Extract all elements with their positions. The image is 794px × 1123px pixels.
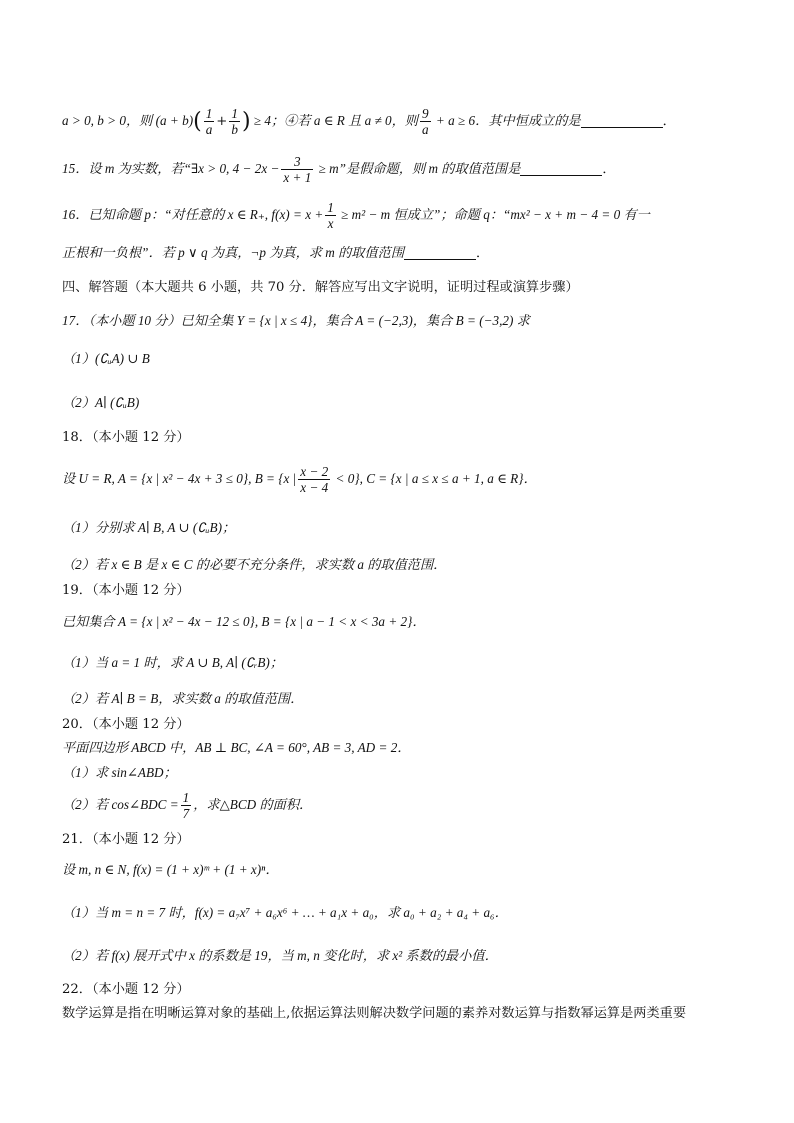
- q20-frac: $\frac{1}{7}$: [182, 790, 190, 821]
- q17-sub-2: （2）A∣ (∁ᵤB): [62, 395, 140, 410]
- q16-text-1: 16．已知命题 p：“对任意的 x ∈ R₊, f(x) = x +: [62, 207, 324, 222]
- q14-text-1: a > 0, b > 0，则 (a + b): [62, 113, 194, 128]
- q15-text-2: ≥ m”是假命题，则 m 的取值范围是: [315, 161, 521, 176]
- q14-frac-1: $\frac{1}{a}$: [205, 106, 213, 137]
- q16-text-2: ≥ m² − m 恒成立”；命题 q：“mx² − x + m − 4 = 0 有一: [337, 207, 650, 222]
- q16-frac: $\frac{1}{x}$: [327, 200, 334, 231]
- q19-heading: 19．（本小题 12 分）: [62, 583, 190, 598]
- q20-sub-2: [62, 788, 732, 822]
- q20-heading: 20．（本小题 12 分）: [62, 717, 190, 732]
- q18-stem: [62, 462, 732, 496]
- q20-sub-2-a: （2）若 cos∠BDC =: [62, 797, 179, 812]
- q21-stem: 设 m, n ∈ N, f(x) = (1 + x)ᵐ + (1 + x)ⁿ．: [62, 862, 279, 877]
- q17-stem: 17．（本小题 10 分）已知全集 Y = {x | x ≤ 4}，集合 A = (−2,3)，集合 B = (−3,2) 求: [62, 313, 530, 328]
- q15-answer-blank[interactable]: [520, 175, 602, 176]
- q20-sub-2-b: ，求△BCD 的面积．: [193, 797, 313, 812]
- q16-answer-blank[interactable]: [404, 259, 476, 260]
- q22-stem: 数学运算是指在明晰运算对象的基础上,依据运算法则解决数学问题的素养对数运算与指数幂运算是两类重要: [62, 1006, 687, 1021]
- q14-frac-2: $\frac{1}{b}$: [231, 106, 238, 137]
- q21-heading: 21．（本小题 12 分）: [62, 832, 190, 847]
- q18-stem-a: 设 U = R, A = {x | x² − 4x + 3 ≤ 0}, B = {x |: [62, 471, 297, 486]
- section-4-heading: 四、解答题（本大题共 6 小题，共 70 分．解答应写出文字说明，证明过程或演算步骤）: [62, 280, 579, 295]
- q21-sub-2: （2）若 f(x) 展开式中 x 的系数是 19，当 m, n 变化时，求 x² 系数的最小值．: [62, 948, 498, 963]
- q18-stem-b: < 0}, C = {x | a ≤ x ≤ a + 1, a ∈ R}．: [332, 471, 537, 486]
- q15-line: [62, 152, 732, 186]
- q17-sub-1: （1）(∁ᵤA) ∪ B: [62, 351, 150, 366]
- q16-line-2: [62, 243, 732, 264]
- q18-frac: $\frac{x - 2}{x - 4}$: [300, 464, 329, 495]
- q15-end: ．: [602, 162, 616, 177]
- q14-tail-line: a > 0, b > 0，则 (a + b)( $\frac{1}{a}$ + $\frac{1}{b}$ ) ≥ 4；④若 a ∈ R 且 a ≠ 0，则 $\frac{9}{a}$ + a ≥ 6．其中恒成立的是 ．: [62, 106, 676, 137]
- q16-line-1: [62, 198, 732, 232]
- q14-text-3: + a ≥ 6．其中恒成立的是: [432, 113, 581, 128]
- q14-text-2: ≥ 4；④若 a ∈ R 且 a ≠ 0，则: [250, 113, 418, 128]
- q14-answer-blank[interactable]: [581, 127, 663, 128]
- q18-heading: 18．（本小题 12 分）: [62, 430, 190, 445]
- q14-plus: +: [216, 114, 228, 129]
- q14-frac-3: $\frac{9}{a}$: [422, 106, 429, 137]
- q20-sub-1: （1）求 sin∠ABD；: [62, 765, 177, 780]
- q19-sub-2: （2）若 A∣ B = B，求实数 a 的取值范围．: [62, 691, 304, 706]
- q18-sub-2: （2）若 x ∈ B 是 x ∈ C 的必要不充分条件，求实数 a 的取值范围．: [62, 557, 447, 572]
- q19-sub-1: （1）当 a = 1 时，求 A ∪ B, A∣ (∁ᵣB)；: [62, 655, 284, 670]
- q15-frac: $\frac{3}{x + 1}$: [283, 154, 312, 185]
- q20-stem: 平面四边形 ABCD 中，AB ⊥ BC, ∠A = 60°, AB = 3, AD = 2．: [62, 740, 411, 755]
- q21-sub-1: （1）当 m = n = 7 时，f(x) = a₇x⁷ + a₆x⁶ + … + a₁x + a₀，求 a₀ + a₂ + a₄ + a₆．: [62, 905, 508, 920]
- q15-text-1: 15．设 m 为实数，若“∃x > 0, 4 − 2x −: [62, 161, 280, 176]
- q16-end: ．: [476, 246, 490, 261]
- q16-text-3: 正根和一负根”．若 p ∨ q 为真，¬p 为真，求 m 的取值范围: [62, 245, 405, 260]
- q14-end: ．: [662, 114, 676, 129]
- q18-sub-1: （1）分别求 A∣ B, A ∪ (∁ᵤB)；: [62, 520, 236, 535]
- q22-heading: 22．（本小题 12 分）: [62, 982, 190, 997]
- q19-stem: 已知集合 A = {x | x² − 4x − 12 ≤ 0}, B = {x | a − 1 < x < 3a + 2}．: [62, 614, 426, 629]
